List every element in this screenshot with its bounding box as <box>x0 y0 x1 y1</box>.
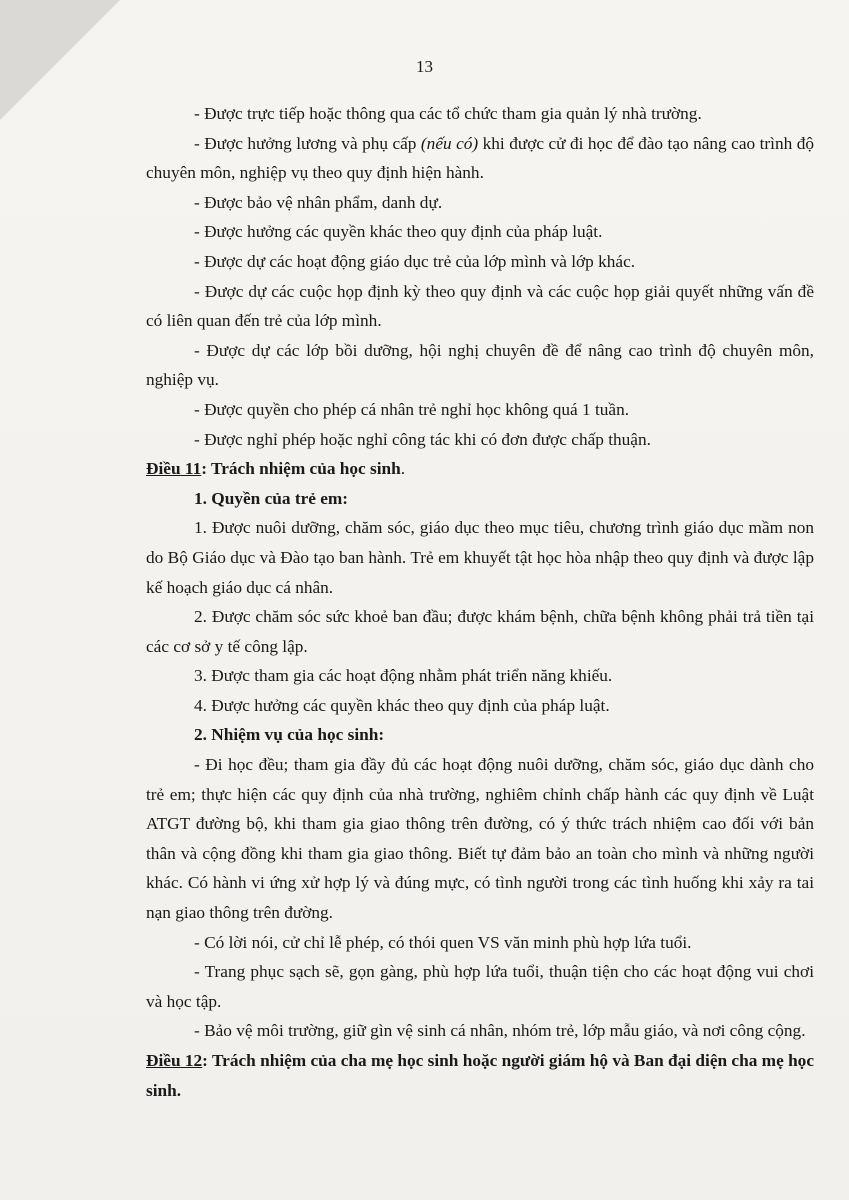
paragraph: - Được dự các cuộc họp định kỳ theo quy định và các cuộc họp giải quyết những vấn đề có liên quan đến trẻ của lớp mình. <box>146 281 814 331</box>
article-label: Điều 11 <box>146 459 202 479</box>
text-run: khi được cử đi học để đào tạo nâng cao trình độ chuyên môn, nghiệp vụ theo quy định hiện hành. <box>146 133 814 183</box>
article-11-heading <box>146 454 814 484</box>
paragraph: - Được dự các lớp bồi dưỡng, hội nghị chuyên đề để nâng cao trình độ chuyên môn, nghiệp vụ. <box>146 340 814 390</box>
page-number: 13 <box>416 57 433 76</box>
article-title: : Trách nhiệm của cha mẹ học sinh hoặc người giám hộ và Ban đại diện cha mẹ học sinh. <box>146 1051 814 1100</box>
paragraph: 3. Được tham gia các hoạt động nhằm phát triển năng khiếu. <box>194 666 613 686</box>
article-title: : Trách nhiệm của học sinh <box>201 459 401 479</box>
paragraph: - Được bảo vệ nhân phẩm, danh dự. <box>194 192 443 212</box>
document-body <box>146 99 814 1105</box>
article-label: Điều 12 <box>146 1051 203 1070</box>
paragraph: - Được trực tiếp hoặc thông qua các tổ chức tham gia quản lý nhà trường. <box>194 104 702 123</box>
paragraph: 1. Được nuôi dưỡng, chăm sóc, giáo dục theo mục tiêu, chương trình giáo dục mầm non do Bộ Giáo dục và Đào tạo ban hành. Trẻ em khuyết tật học hòa nhập theo quy định và được lập kế hoạch giáo dục cá nhân. <box>146 518 814 597</box>
italic-note: (nếu có) <box>420 133 479 153</box>
paragraph: - Được dự các hoạt động giáo dục trẻ của lớp mình và lớp khác. <box>194 251 636 271</box>
paragraph: - Trang phục sạch sẽ, gọn gàng, phù hợp lứa tuổi, thuận tiện cho các hoạt động vui chơi và học tập. <box>146 962 814 1011</box>
section-heading: 2. Nhiệm vụ của học sinh: <box>194 725 385 745</box>
paragraph: - Bảo vệ môi trường, giữ gìn vệ sinh cá nhân, nhóm trẻ, lớp mẫu giáo, và nơi công cộng. <box>194 1021 806 1041</box>
paragraph: - Được nghỉ phép hoặc nghỉ công tác khi có đơn được chấp thuận. <box>194 429 651 449</box>
paragraph: - Có lời nói, cử chỉ lễ phép, có thói quen VS văn minh phù hợp lứa tuổi. <box>194 932 692 952</box>
paragraph: 4. Được hưởng các quyền khác theo quy định của pháp luật. <box>194 695 610 715</box>
text-run: - Được hưởng lương và phụ cấp <box>194 133 421 153</box>
article-period: . <box>400 459 406 479</box>
paragraph <box>146 129 814 188</box>
paragraph: - Được quyền cho phép cá nhân trẻ nghỉ học không quá 1 tuần. <box>194 399 630 419</box>
article-12-heading <box>146 1046 814 1105</box>
section-heading: 1. Quyền của trẻ em: <box>194 488 349 508</box>
paragraph: - Được hưởng các quyền khác theo quy định của pháp luật. <box>194 222 603 242</box>
paragraph: - Đi học đều; tham gia đầy đủ các hoạt động nuôi dưỡng, chăm sóc, giáo dục dành cho trẻ em; thực hiện các quy định của nhà trường, nghiêm chỉnh chấp hành các quy định về Luật ATGT đường bộ, khi tham gia giao thông trên đường, có ý thức trách nhiệm cao đối với bản thân và cộng đồng khi tham gia giao thông. Biết tự đảm bảo an toàn cho mình và những người khác. Có hành vi ứng xử hợp lý và đúng mực, có tình người trong các tình huống khi xảy ra tai nạn giao thông trên đường. <box>146 755 814 923</box>
paragraph: 2. Được chăm sóc sức khoẻ ban đầu; được khám bệnh, chữa bệnh không phải trả tiền tại các cơ sở y tế công lập. <box>146 607 814 656</box>
